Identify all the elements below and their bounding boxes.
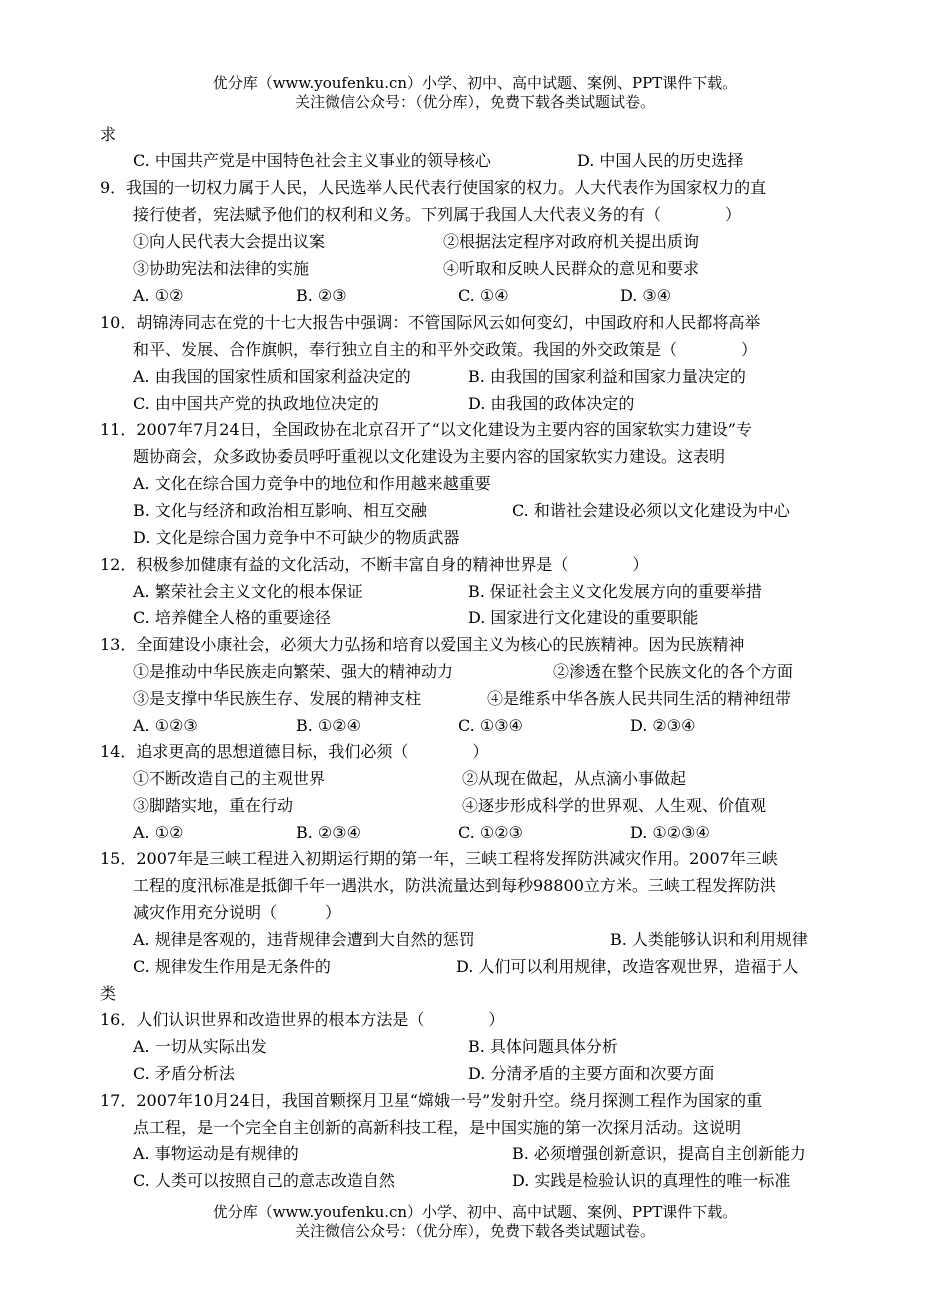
q16-option-c: C. 矛盾分析法 xyxy=(133,1064,235,1083)
footer-line-2: 关注微信公众号：（优分库），免费下载各类试题试卷。 xyxy=(294,1222,655,1240)
q8-option-c: C. 中国共产党是中国特色社会主义事业的领导核心 xyxy=(133,151,491,170)
q11-option-b: B. 文化与经济和政治相互影响、相互交融 xyxy=(133,501,427,520)
q17-stem-line-1: 17．2007年10月24日，我国首颗探月卫星“嫦娥一号”发射升空。绕月探测工程作为国家的重 xyxy=(100,1091,763,1110)
q17-option-c: C. 人类可以按照自己的意志改造自然 xyxy=(133,1171,395,1190)
q14-option-d: D. ①②③④ xyxy=(630,823,710,842)
q9-item-3: ③协助宪法和法律的实施 xyxy=(133,259,310,278)
q12-option-a: A. 繁荣社会主义文化的根本保证 xyxy=(133,582,363,601)
q13-item-2: ②渗透在整个民族文化的各个方面 xyxy=(553,662,794,681)
q9-item-4: ④听取和反映人民群众的意见和要求 xyxy=(443,259,700,278)
q13-option-d: D. ②③④ xyxy=(630,716,696,735)
q13-item-3: ③是支撑中华民族生存、发展的精神支柱 xyxy=(133,689,422,708)
q13-item-1: ①是推动中华民族走向繁荣、强大的精神动力 xyxy=(133,662,454,681)
q14-option-b: B. ②③④ xyxy=(296,823,361,842)
q13-stem-line-1: 13．全面建设小康社会，必须大力弘扬和培育以爱国主义为核心的民族精神。因为民族精神 xyxy=(100,635,745,654)
q12-stem-line-1: 12．积极参加健康有益的文化活动，不断丰富自身的精神世界是（ ） xyxy=(100,555,649,574)
q16-option-d: D. 分清矛盾的主要方面和次要方面 xyxy=(468,1064,715,1083)
q15-option-a: A. 规律是客观的，违背规律会遭到大自然的惩罚 xyxy=(133,930,475,949)
q15-option-b: B. 人类能够认识和利用规律 xyxy=(610,930,808,949)
q16-option-b: B. 具体问题具体分析 xyxy=(468,1037,618,1056)
q14-item-3: ③脚踏实地，重在行动 xyxy=(133,796,294,815)
q10-option-b: B. 由我国的国家利益和国家力量决定的 xyxy=(468,367,746,386)
q16-stem-line-1: 16．人们认识世界和改造世界的根本方法是（ ） xyxy=(100,1010,505,1029)
q10-stem-line-2: 和平、发展、合作旗帜，奉行独立自主的和平外交政策。我国的外交政策是（ ） xyxy=(133,340,758,359)
q10-option-c: C. 由中国共产党的执政地位决定的 xyxy=(133,394,379,413)
footer-line-1: 优分库（www.youfenku.cn）小学、初中、高中试题、案例、PPT课件下载。 xyxy=(212,1203,738,1221)
q11-option-a: A. 文化在综合国力竞争中的地位和作用越来越重要 xyxy=(133,474,491,493)
q15-option-d-tail: 类 xyxy=(100,984,117,1003)
q8-stem-tail: 求 xyxy=(100,125,117,144)
header-line-2: 关注微信公众号：（优分库），免费下载各类试题试卷。 xyxy=(294,93,655,111)
q10-stem-line-1: 10．胡锦涛同志在党的十七大报告中强调：不管国际风云如何变幻，中国政府和人民都将高举 xyxy=(100,313,761,332)
q15-option-d: D. 人们可以利用规律，改造客观世界，造福于人 xyxy=(456,957,799,976)
q17-stem-line-2: 点工程，是一个完全自主创新的高新科技工程，是中国实施的第一次探月活动。这说明 xyxy=(133,1118,742,1137)
q13-option-b: B. ①②④ xyxy=(296,716,361,735)
q12-option-c: C. 培养健全人格的重要途径 xyxy=(133,608,331,627)
q14-item-4: ④逐步形成科学的世界观、人生观、价值观 xyxy=(462,796,767,815)
q13-item-4: ④是维系中华各族人民共同生活的精神纽带 xyxy=(487,689,792,708)
q12-option-b: B. 保证社会主义文化发展方向的重要举措 xyxy=(468,582,762,601)
q17-option-a: A. 事物运动是有规律的 xyxy=(133,1144,299,1163)
q17-option-d: D. 实践是检验认识的真理性的唯一标准 xyxy=(512,1171,791,1190)
q14-item-2: ②从现在做起，从点滴小事做起 xyxy=(462,769,687,788)
q14-item-1: ①不断改造自己的主观世界 xyxy=(133,769,326,788)
q11-stem-line-2: 题协商会，众多政协委员呼吁重视以文化建设为主要内容的国家软实力建设。这表明 xyxy=(133,447,726,466)
q10-option-a: A. 由我国的国家性质和国家利益决定的 xyxy=(133,367,411,386)
q11-option-c: C. 和谐社会建设必须以文化建设为中心 xyxy=(512,501,790,520)
q15-option-c: C. 规律发生作用是无条件的 xyxy=(133,957,331,976)
q16-option-a: A. 一切从实际出发 xyxy=(133,1037,267,1056)
q9-item-1: ①向人民代表大会提出议案 xyxy=(133,232,326,251)
q13-option-c: C. ①③④ xyxy=(458,716,523,735)
q14-option-c: C. ①②③ xyxy=(458,823,523,842)
q13-option-a: A. ①②③ xyxy=(133,716,198,735)
q11-option-d: D. 文化是综合国力竞争中不可缺少的物质武器 xyxy=(133,528,460,547)
q9-option-a: A. ①② xyxy=(133,286,184,305)
q9-option-b: B. ②③ xyxy=(296,286,347,305)
q9-option-c: C. ①④ xyxy=(458,286,509,305)
q17-option-b: B. 必须增强创新意识，提高自主创新能力 xyxy=(512,1144,806,1163)
q15-stem-line-3: 减灾作用充分说明（ ） xyxy=(133,903,342,922)
q14-option-a: A. ①② xyxy=(133,823,184,842)
header-line-1: 优分库（www.youfenku.cn）小学、初中、高中试题、案例、PPT课件下载。 xyxy=(212,74,738,92)
q9-option-d: D. ③④ xyxy=(620,286,672,305)
q9-stem-line-2: 接行使者，宪法赋予他们的权利和义务。下列属于我国人大代表义务的有（ ） xyxy=(133,205,742,224)
q12-option-d: D. 国家进行文化建设的重要职能 xyxy=(468,608,699,627)
q15-stem-line-2: 工程的度汛标准是抵御千年一遇洪水，防洪流量达到每秒98800立方米。三峡工程发挥防洪 xyxy=(133,876,776,895)
q9-item-2: ②根据法定程序对政府机关提出质询 xyxy=(443,232,700,251)
q10-option-d: D. 由我国的政体决定的 xyxy=(468,394,635,413)
q11-stem-line-1: 11．2007年7月24日，全国政协在北京召开了“以文化建设为主要内容的国家软实力建设”专 xyxy=(100,420,752,439)
q8-option-d: D. 中国人民的历史选择 xyxy=(577,151,744,170)
q9-stem-line-1: 9．我国的一切权力属于人民，人民选举人民代表行使国家的权力。人大代表作为国家权力的直 xyxy=(100,178,767,197)
q14-stem-line-1: 14．追求更高的思想道德目标，我们必须（ ） xyxy=(100,742,489,761)
q15-stem-line-1: 15．2007年是三峡工程进入初期运行期的第一年，三峡工程将发挥防洪减灾作用。2007年三峡 xyxy=(100,849,778,868)
